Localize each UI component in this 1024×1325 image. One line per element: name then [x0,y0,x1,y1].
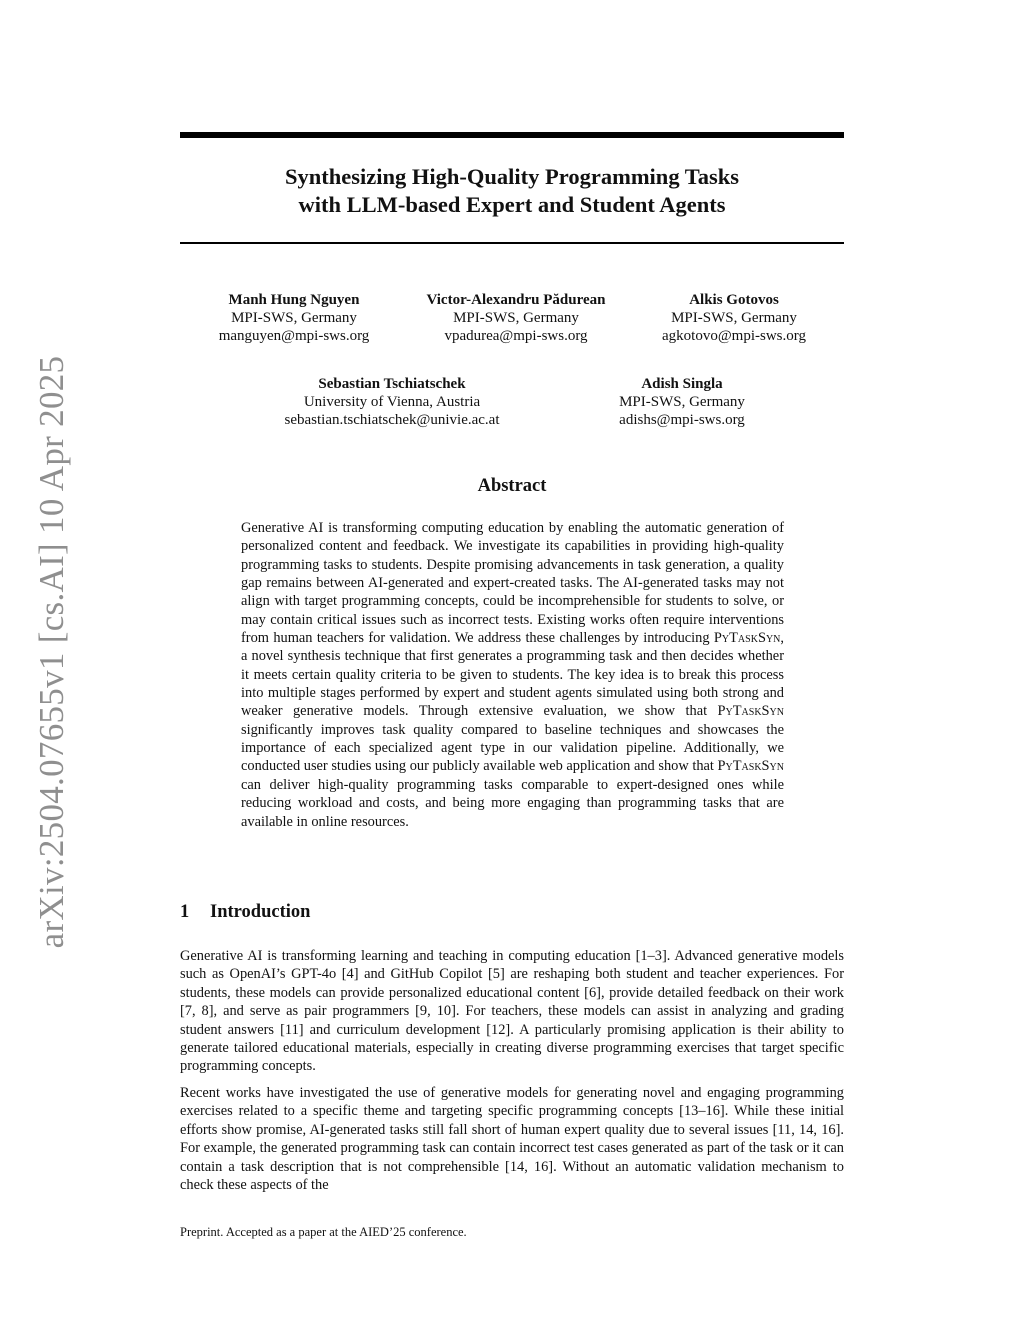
abstract-heading: Abstract [477,476,547,496]
abstract-text [241,519,784,831]
abstract-text-part: significantly improves task quality compared to baseline techniques and showcases the importance of each specialized agent type in our validation pipeline. Additionally, we conducted user studies using our publicly available web application and show that [241,721,784,775]
footnote: Preprint. Accepted as a paper at the AIED’25 conference. [180,1225,467,1239]
author-name: Adish Singla [641,376,723,392]
title-bottom-rule [180,242,844,244]
tool-name: PyTaskSyn [713,630,781,647]
author-email: vpadurea@mpi-sws.org [444,328,588,344]
author-affiliation: MPI-SWS, Germany [671,310,797,326]
author-name: Sebastian Tschiatschek [318,376,466,392]
author-email: agkotovo@mpi-sws.org [662,328,806,344]
author-block [426,291,605,345]
author-block [662,291,806,345]
title-line-2: with LLM-based Expert and Student Agents [298,192,726,217]
abstract-text-part: can deliver high-quality programming tasks comparable to expert-designed ones while reducing workload and costs, and being more engaging than programming tasks that are available in online resources. [241,776,784,830]
author-affiliation: MPI-SWS, Germany [231,310,357,326]
author-affiliation: MPI-SWS, Germany [453,310,579,326]
author-name: Alkis Gotovos [689,292,779,308]
author-email: manguyen@mpi-sws.org [218,328,370,344]
section-number: 1 [180,902,190,922]
author-block [285,375,500,429]
abstract-text-part: Generative AI is transforming computing education by enabling the automatic generation of personalized content and feedback. We investigate its capabilities in providing high-quality programming tasks to students. Despite promising advancements in task generation, a quality gap remains between AI-generated and expert-created tasks. The AI-generated tasks may not align with target programming concepts, could be incomprehensible for students to solve, or may contain critical issues such as incorrect tests. Existing works often require interventions from human teachers for validation. We address these challenges by introducing [241,520,784,647]
author-email: adishs@mpi-sws.org [619,412,745,428]
body-paragraph: Recent works have investigated the use of generative models for generating novel and engaging programming exercises related to a specific theme and targeting specific programming concepts [13–16]. While these initial efforts show promise, AI-generated tasks still fall short of human expert quality due to several issues [11, 14, 16]. For example, the generated programming task can contain incorrect test cases generated as part of the task or it can contain a task description that is not comprehensible [14, 16]. Without an automatic validation mechanism to check these aspects of the [180,1085,844,1194]
tool-name: PyTaskSyn [717,703,784,720]
arxiv-identifier: arXiv:2504.07655v1 [cs.AI] 10 Apr 2025 [32,355,71,949]
author-affiliation: MPI-SWS, Germany [619,394,745,410]
author-affiliation: University of Vienna, Austria [303,394,481,410]
author-block [219,291,370,345]
tool-name: PyTaskSyn [717,758,784,775]
title-line-1: Synthesizing High-Quality Programming Tasks [284,164,740,189]
author-email: sebastian.tschiatschek@univie.ac.at [284,412,500,428]
author-name: Manh Hung Nguyen [228,292,360,308]
section-title: Introduction [210,902,311,922]
section-heading [180,902,310,923]
author-block [619,375,745,429]
body-paragraph: Generative AI is transforming learning and teaching in computing education [1–3]. Advanced generative models such as OpenAI’s GPT-4o [4] and GitHub Copilot [5] are reshaping both student and teacher experiences. For students, these models can provide personalized educational content [6], provide detailed feedback on their work [7, 8], and serve as pair programmers [9, 10]. For teachers, these models can assist in analyzing and grading student answers [11] and curriculum development [12]. A particularly promising application is their ability to generate tailored educational materials, especially in creating diverse programming exercises that target specific programming concepts. [180,948,844,1075]
author-name: Victor-Alexandru Pădurean [426,292,606,308]
abstract-text-part: , a novel synthesis technique that first generates a programming task and then decides whether it meets certain quality criteria to be given to students. The key idea is to break this process into multiple stages performed by expert and student agents simulated using both strong and weaker generative models. Through extensive evaluation, we show that [241,630,784,720]
paper-title [180,163,844,219]
title-top-rule [180,132,844,138]
